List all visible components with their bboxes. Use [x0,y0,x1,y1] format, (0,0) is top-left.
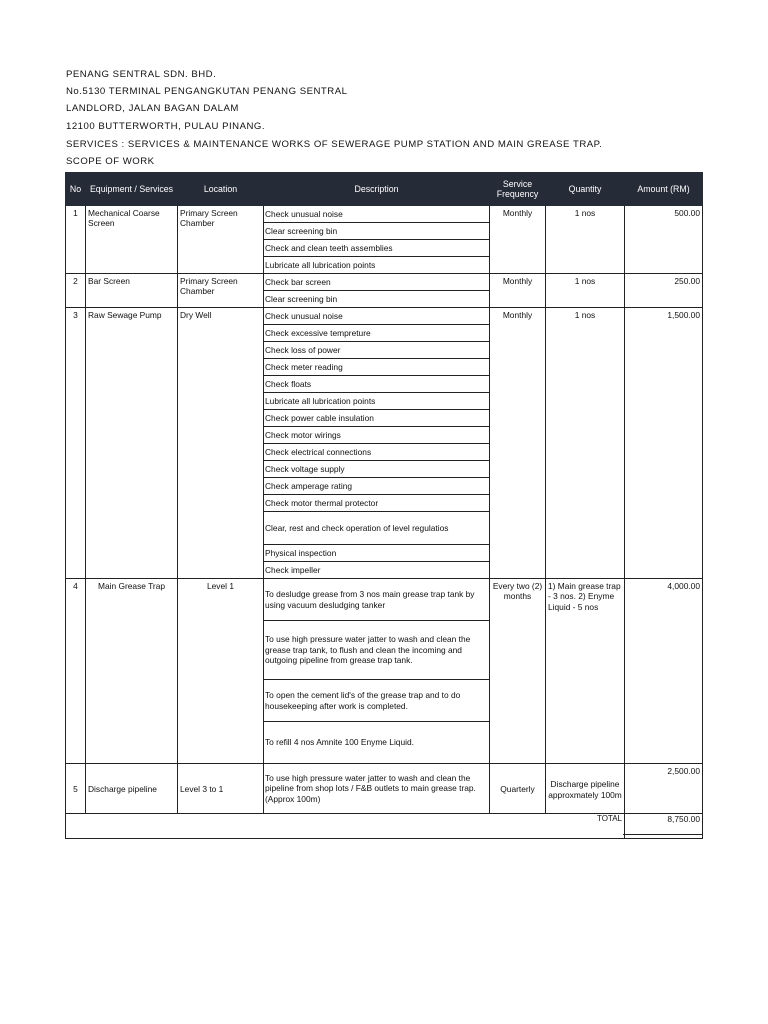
frequency-cell: Quarterly [490,764,546,814]
table-row [66,764,703,814]
frequency-cell: Monthly [490,308,546,579]
equipment-cell: Raw Sewage Pump [86,308,178,579]
total-label: TOTAL [66,814,625,839]
header-equipment: Equipment / Services [86,173,178,206]
description-cell: Clear screening bin [264,291,490,308]
amount-cell: 500.00 [625,206,703,274]
description-cell: Check floats [264,376,490,393]
description-cell: Check motor wirings [264,427,490,444]
row-number: 2 [66,274,86,308]
address-line-1: No.5130 TERMINAL PENGANGKUTAN PENANG SENTRAL [66,86,348,98]
header-location: Location [178,173,264,206]
description-cell: Check electrical connections [264,444,490,461]
description-cell: Check power cable insulation [264,410,490,427]
quantity-cell: Discharge pipeline approxmately 100m [546,764,625,814]
description-cell: Check and clean teeth assemblies [264,240,490,257]
description-cell: Check bar screen [264,274,490,291]
description-cell: Lubricate all lubrication points [264,393,490,410]
location-cell: Level 1 [178,579,264,764]
table-header-row [66,173,703,206]
amount-cell: 2,500.00 [625,764,703,814]
description-cell: Check unusual noise [264,206,490,223]
description-cell: To desludge grease from 3 nos main grease trap tank by using vacuum desludging tanker [264,579,490,621]
description-cell: Check amperage rating [264,478,490,495]
company-name: PENANG SENTRAL SDN. BHD. [66,69,217,80]
amount-cell: 250.00 [625,274,703,308]
description-cell: Check unusual noise [264,308,490,325]
row-number: 5 [66,764,86,814]
equipment-cell: Mechanical Coarse Screen [86,206,178,274]
header-description: Description [264,173,490,206]
row-number: 3 [66,308,86,579]
table-row [66,579,703,621]
table-row [66,308,703,325]
description-cell: To use high pressure water jatter to wash and clean the pipeline from shop lots / F&B outlets to main grease trap. (Approx 100m) [264,764,490,814]
table-body [66,206,703,814]
description-cell: To open the cement lid's of the grease trap and to do housekeeping after work is completed. [264,680,490,722]
row-number: 1 [66,206,86,274]
description-cell: Clear, rest and check operation of level regulatios [264,512,490,545]
frequency-cell: Every two (2) months [490,579,546,764]
address-line-2: LANDLORD, JALAN BAGAN DALAM [66,103,239,115]
description-cell: Check voltage supply [264,461,490,478]
equipment-cell: Main Grease Trap [86,579,178,764]
equipment-cell: Discharge pipeline [86,764,178,814]
header-frequency: Service Frequency [490,173,546,206]
description-cell: Check excessive tempreture [264,325,490,342]
location-cell: Primary Screen Chamber [178,206,264,274]
services-title: SERVICES : SERVICES & MAINTENANCE WORKS OF SEWERAGE PUMP STATION AND MAIN GREASE TRAP. [66,139,603,151]
table-row [66,206,703,223]
location-cell: Dry Well [178,308,264,579]
total-amount: 8,750.00 [625,814,703,839]
description-cell: Clear screening bin [264,223,490,240]
description-cell: Check meter reading [264,359,490,376]
frequency-cell: Monthly [490,274,546,308]
header-amount: Amount (RM) [625,173,703,206]
description-cell: Physical inspection [264,545,490,562]
letter-header [66,66,602,171]
address-line-3: 12100 BUTTERWORTH, PULAU PINANG. [66,120,266,132]
frequency-cell: Monthly [490,206,546,274]
scope-heading: SCOPE OF WORK [66,156,155,168]
amount-cell: 1,500.00 [625,308,703,579]
total-double-underline [623,834,702,835]
row-number: 4 [66,579,86,764]
description-cell: Check motor thermal protector [264,495,490,512]
quantity-cell: 1) Main grease trap - 3 nos. 2) Enyme Liquid - 5 nos [546,579,625,764]
location-cell: Primary Screen Chamber [178,274,264,308]
header-quantity: Quantity [546,173,625,206]
equipment-cell: Bar Screen [86,274,178,308]
description-cell: Check loss of power [264,342,490,359]
total-row [66,814,703,839]
description-cell: To use high pressure water jatter to wash and clean the grease trap tank, to flush and clean the incoming and outgoing pipeline from grease trap tank. [264,621,490,680]
quantity-cell: 1 nos [546,206,625,274]
description-cell: To refill 4 nos Amnite 100 Enyme Liquid. [264,722,490,764]
quantity-cell: 1 nos [546,308,625,579]
scope-of-work-table [65,172,703,839]
amount-cell: 4,000.00 [625,579,703,764]
quantity-cell: 1 nos [546,274,625,308]
description-cell: Lubricate all lubrication points [264,257,490,274]
description-cell: Check impeller [264,562,490,579]
header-no: No [66,173,86,206]
location-cell: Level 3 to 1 [178,764,264,814]
table-row [66,274,703,291]
